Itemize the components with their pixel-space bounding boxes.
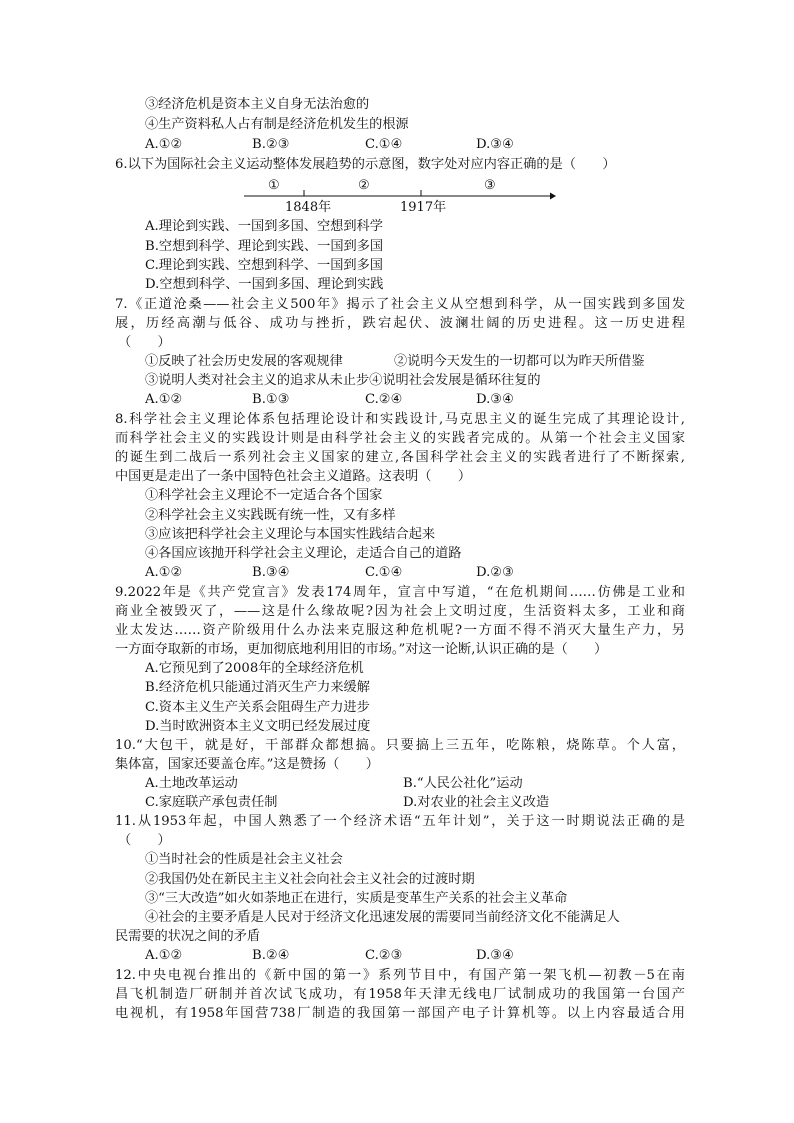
timeline-segment-1: ① [268,178,280,193]
q7-stem-line-3: （ ） [118,335,171,350]
q11-option-d: D.③④ [476,948,514,963]
q6-stem: 6.以下为国际社会主义运动整体发展趋势的示意图，数字处对应内容正确的是（ ） [115,157,616,172]
q7-stem-line-2: 展，历经高潮与低谷、成功与挫折，跌宕起伏、波澜壮阔的历史进程。这一历史进程 [115,316,685,331]
q11-item-4-cont: 民需要的状况之间的矛盾 [115,929,261,944]
q8-stem-line-4: 中国更是走出了一条中国特色社会主义道路。这表明（ ） [115,469,472,484]
q10-option-d: D.对农业的社会主义改造 [403,795,550,810]
q8-option-d: D.②③ [476,565,514,580]
q10-option-b: B.“人民公社化”运动 [403,776,523,791]
q10-option-c: C.家庭联产承包责任制 [145,795,278,810]
q8-stem-line-3: 的诞生到二战后一系列社会主义国家的建立,各国科学社会主义的实践者进行了不断探索, [115,450,685,465]
q8-stem-line-2: 而科学社会主义的实践设计则是由科学社会主义的实践者完成的。从第一个社会主义国家 [115,431,685,446]
q9-option-a: A.它预见到了2008年的全球经济危机 [145,661,364,676]
q11-item-4: ④社会的主要矛盾是人民对于经济文化迅速发展的需要同当前经济文化不能满足人 [145,910,620,925]
q8-option-c: C.①④ [365,565,403,580]
q5-option-c: C.①④ [365,137,403,152]
q11-option-b: B.②④ [252,948,290,963]
q5-item-3: ③经济危机是资本主义自身无法治愈的 [145,97,370,112]
q10-option-a: A.土地改革运动 [145,776,238,791]
q7-item-3-4: ③说明人类对社会主义的追求从未止步④说明社会发展是循环往复的 [145,373,541,388]
q8-item-4: ④各国应该抛开科学社会主义理论，走适合自己的道路 [145,546,462,561]
q5-item-4: ④生产资料私人占有制是经济危机发生的根源 [145,117,409,132]
q9-option-b: B.经济危机只能通过消灭生产力来缓解 [145,680,370,695]
timeline-segment-2: ② [358,178,370,193]
q11-stem-line-1: 11.从1953年起，中国人熟悉了一个经济术语“五年计划”，关于这一时期说法正确的是 [115,814,685,829]
q6-option-a: A.理论到实践、一国到多国、空想到科学 [145,219,383,234]
q11-item-3: ③“三大改造”如火如荼地正在进行，实质是变革生产关系的社会主义革命 [145,891,568,906]
q6-option-d: D.空想到科学、一国到多国、理论到实践 [145,277,384,292]
q11-item-1: ①当时社会的性质是社会主义社会 [145,852,343,867]
q7-option-c: C.②④ [365,392,403,407]
q6-option-b: B.空想到科学、理论到实践、一国到多国 [145,239,384,254]
q11-stem-line-2: （ ） [118,833,171,848]
q10-stem-line-2: 集体富，国家还要盖仓库。”这是赞扬（ ） [115,757,379,772]
q11-option-a: A.①② [145,948,183,963]
q11-option-c: C.②③ [365,948,403,963]
q12-stem-line-1: 12.中央电视台推出的《新中国的第一》系列节目中，有国产第一架飞机—初教－5在南 [115,968,685,983]
q5-option-d: D.③④ [476,137,514,152]
q8-option-a: A.①② [145,565,183,580]
q9-option-d: D.当时欧洲资本主义文明已经发展过度 [145,719,371,734]
q7-option-a: A.①② [145,392,183,407]
q9-option-c: C.资本主义生产关系会阻碍生产力进步 [145,700,370,715]
q8-item-2: ②科学社会主义实践既有统一性，又有多样 [145,508,396,523]
q7-option-b: B.①③ [252,392,290,407]
q5-option-a: A.①② [145,137,183,152]
q8-option-b: B.③④ [252,565,290,580]
q7-item-1: ①反映了社会历史发展的客观规律 [145,354,343,369]
q5-option-b: B.②③ [252,137,290,152]
q9-stem-line-4: 一方面夺取新的市场，更加彻底地利用旧的市场。”对这一论断,认识正确的是（ ） [115,642,608,657]
q7-stem-line-1: 7.《正道沧桑——社会主义500年》揭示了社会主义从空想到科学，从一国实践到多国发 [115,297,685,312]
timeline-segment-3: ③ [484,178,496,193]
q12-stem-line-2: 昌飞机制造厂研制并首次试飞成功，有1958年天津无线电厂试制成功的我国第一台国产 [115,987,685,1002]
q11-item-2: ②我国仍处在新民主主义社会向社会主义社会的过渡时期 [145,872,475,887]
q8-item-1: ①科学社会主义理论不一定适合各个国家 [145,488,383,503]
q9-stem-line-2: 商业全被毁灭了，——这是什么缘故呢?因为社会上文明过度，生活资料太多，工业和商 [115,604,685,619]
q12-stem-line-3: 电视机，有1958年国营738厂制造的我国第一部国产电子计算机等。以上内容最适合用 [115,1006,685,1021]
q10-stem-line-1: 10.“大包干，就是好，干部群众都想搞。只要搞上三五年，吃陈粮，烧陈草。个人富， [115,738,685,753]
q7-option-d: D.③④ [476,392,514,407]
q6-option-c: C.理论到实践、空想到科学、一国到多国 [145,258,383,273]
timeline-year-1917: 1917年 [400,200,447,215]
q7-item-2: ②说明今天发生的一切都可以为昨天所借鉴 [394,354,645,369]
q9-stem-line-3: 业太发达……资产阶级用什么办法来克服这种危机呢?一方面不得不消灭大量生产力，另 [115,623,685,638]
timeline-year-1848: 1848年 [285,200,332,215]
q8-stem-line-1: 8.科学社会主义理论体系包括理论设计和实践设计,马克思主义的诞生完成了其理论设计, [115,412,685,427]
q9-stem-line-1: 9.2022年是《共产党宣言》发表174周年，宣言中写道，“在危机期间……仿佛是工业和 [115,585,685,600]
q8-item-3: ③应该把科学社会主义理论与本国实性践结合起来 [145,527,436,542]
